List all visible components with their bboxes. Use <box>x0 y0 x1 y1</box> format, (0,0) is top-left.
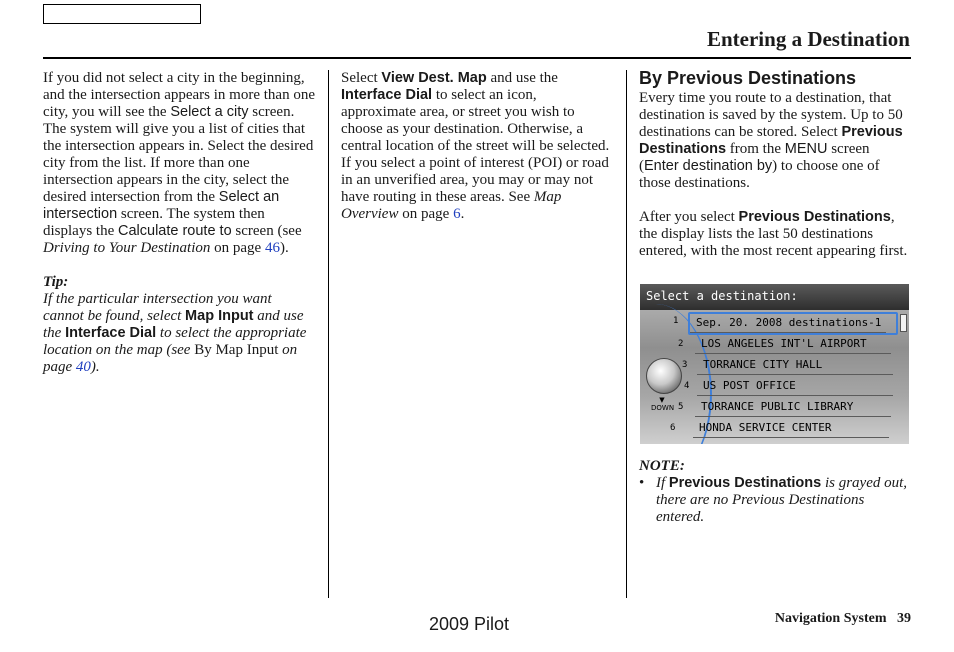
text-run: Enter destination by <box>644 158 773 174</box>
footer-section: Navigation System <box>774 611 887 626</box>
section-heading: By Previous Destinations <box>639 68 857 88</box>
tip-label: Tip: <box>43 274 69 290</box>
destination-number: 6 <box>670 423 676 433</box>
text-run: After you select <box>639 209 739 225</box>
column-2 <box>341 70 613 223</box>
column-divider-2 <box>626 70 627 598</box>
destination-label: TORRANCE PUBLIC LIBRARY <box>701 400 854 413</box>
note-item <box>639 475 911 526</box>
destination-label: HONDA SERVICE CENTER <box>699 421 832 434</box>
col1-paragraph <box>43 70 315 257</box>
col3-paragraph-1 <box>639 90 911 192</box>
text-run: Driving to Your Destination <box>43 240 211 256</box>
text-run: Previous Destinations <box>738 209 891 225</box>
destination-row <box>697 356 893 375</box>
text-run: Calculate route to <box>118 223 232 239</box>
destination-number: 1 <box>673 316 679 326</box>
destination-number: 3 <box>682 360 688 370</box>
column-divider-1 <box>328 70 329 598</box>
col3-paragraph-2 <box>639 209 911 260</box>
text-run: , the display lists the last 50 destinations entered, with the most recent appearing first. <box>639 209 908 259</box>
footer-page-info <box>775 611 911 627</box>
screen-title-bar <box>640 284 909 310</box>
page-link[interactable]: 46 <box>264 240 280 256</box>
destination-label: TORRANCE CITY HALL <box>703 358 823 371</box>
destination-number: 4 <box>684 381 690 391</box>
destination-number: 2 <box>678 339 684 349</box>
text-run: ) to choose one of those destinations. <box>639 158 880 191</box>
screen-title: Select a destination: <box>646 289 798 303</box>
column-1 <box>43 70 315 376</box>
text-run: MENU <box>784 141 828 157</box>
text-run: If <box>656 475 669 491</box>
tip-text <box>43 291 315 376</box>
header-rule <box>43 57 911 59</box>
page-link[interactable]: 40 <box>75 359 91 375</box>
text-run: screen. The system will give you a list of cities that the intersection appears in. Select the desired city from the list. If more than one intersection appears in the city, select the desired intersection from the <box>43 104 314 205</box>
text-run: screen (see <box>231 223 302 239</box>
column-3 <box>639 68 911 260</box>
selected-row-highlight <box>688 312 898 335</box>
note-block <box>639 458 911 526</box>
text-run: Select an intersection <box>43 189 280 222</box>
note-text <box>656 475 911 526</box>
text-run: on page <box>43 342 298 375</box>
text-run: View Dest. Map <box>381 70 487 86</box>
navigation-screen-image <box>640 284 909 444</box>
text-run: Select <box>341 70 382 86</box>
destination-number: 5 <box>678 402 684 412</box>
down-indicator: ▼ DOWN <box>651 396 675 412</box>
destination-label: US POST OFFICE <box>703 379 796 392</box>
destination-row <box>697 377 893 396</box>
text-run: Select a city <box>170 104 249 120</box>
text-run: to select an icon, approximate area, or street you wish to choose as your destination. Otherwise, a central location of the street will be selected. If you select a point of interest (POI) or road in an unverified area, you may or may not have routing in these areas. See <box>341 87 610 205</box>
footer-model: 2009 Pilot <box>429 614 510 634</box>
destination-row <box>693 419 889 438</box>
text-run: and use the <box>486 70 558 86</box>
text-run: is grayed out, there are no Previous Destinations entered. <box>656 475 908 525</box>
note-label: NOTE: <box>639 458 685 474</box>
destination-row <box>695 335 891 354</box>
text-run: Interface Dial <box>341 87 433 103</box>
text-run: ). <box>90 359 100 375</box>
text-run: Previous Destinations <box>668 475 822 491</box>
text-run: . <box>460 206 465 222</box>
text-run: If the particular intersection you want cannot be found, select <box>43 291 272 324</box>
text-run: on page <box>398 206 454 222</box>
text-run: to select the appropriate location on the map (see <box>43 325 307 358</box>
destination-label: LOS ANGELES INT'L AIRPORT <box>701 337 867 350</box>
header-tab-box <box>43 4 201 24</box>
bullet: • <box>639 475 645 491</box>
page-link[interactable]: 6 <box>453 206 461 222</box>
destination-row <box>695 398 891 417</box>
text-run: from the <box>726 141 785 157</box>
page-title: Entering a Destination <box>706 27 910 51</box>
text-run: If you did not select a city in the beginning, and the intersection appears in more than one city, you will see the <box>43 70 315 120</box>
screen-scrollbar <box>900 314 907 332</box>
text-run: on page <box>210 240 265 256</box>
text-run: ). <box>279 240 289 256</box>
text-run: screen. The system then displays the <box>43 206 265 239</box>
text-run: and use the <box>43 308 304 341</box>
destination-label: Sep. 20. 2008 destinations-1 <box>696 316 882 329</box>
text-run: Previous Destinations <box>639 124 903 157</box>
text-run: By Map Input <box>194 342 279 358</box>
text-run: Interface Dial <box>65 325 157 341</box>
page-number: 39 <box>897 611 911 626</box>
text-run: Every time you route to a destination, that destination is saved by the system. Up to 50 destinations can be stored. Select <box>639 90 903 140</box>
text-run: Map Input <box>185 308 254 324</box>
col2-paragraph <box>341 70 613 223</box>
interface-dial-icon <box>646 358 682 394</box>
text-run: screen ( <box>639 141 870 174</box>
text-run: Map Overview <box>341 189 562 222</box>
